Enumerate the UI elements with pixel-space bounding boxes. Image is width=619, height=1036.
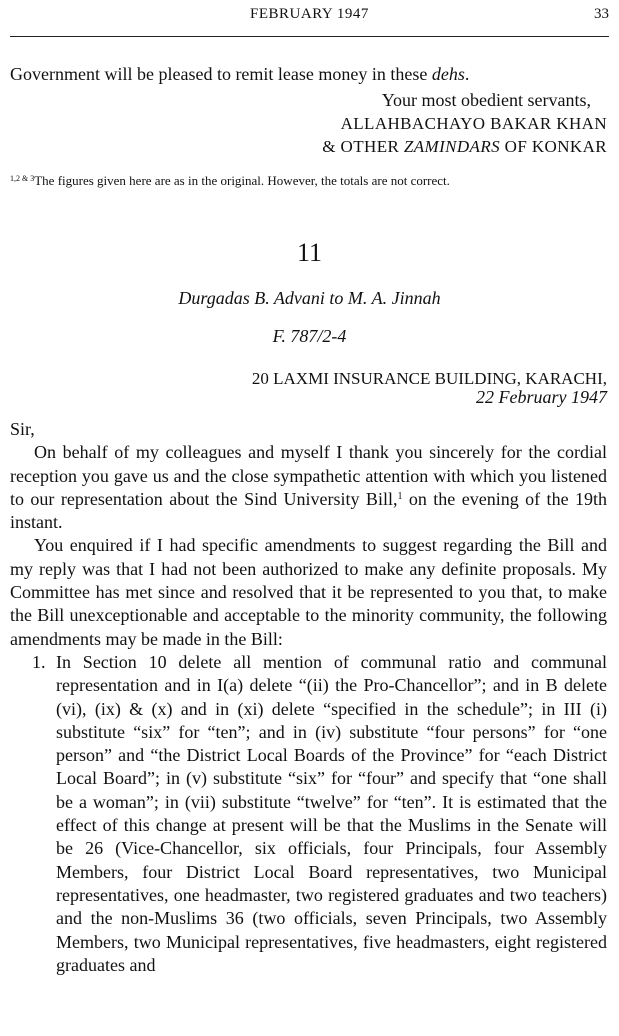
letter-body <box>10 418 607 977</box>
signatory-1: ALLAHBACHAYO BAKAR KHAN <box>340 114 607 133</box>
footnote: $^{1,2 \& 3}$The figures given here are as in the original. However, the totals are not correct. <box>10 173 450 188</box>
running-title: FEBRUARY 1947 <box>250 6 369 22</box>
signatory-2: & OTHER ZAMINDARS OF KONKAR <box>322 137 607 156</box>
page-number: 33 <box>594 6 609 22</box>
letter-final-line: Government will be pleased to remit lease money in these dehs. <box>10 64 470 84</box>
list-number: 1. <box>32 651 46 672</box>
paragraph-1: On behalf of my colleagues and myself I thank you sincerely for the cordial reception you gave us and the close sympathetic attention with which you listened to our representation about the Sind University Bill,$^1$ on the evening of the 19th instant. <box>10 442 607 533</box>
paragraph-2: You enquired if I had specific amendments to suggest regarding the Bill and my reply was that I had not been authorized to make any definite proposals. My Committee has met since and resolved that it be represented to you that, to make the Bill unexceptionable and acceptable to the minority community, the following amendments may be made in the Bill: <box>10 535 607 649</box>
salutation: Sir, <box>10 419 35 439</box>
header-rule <box>10 36 609 37</box>
running-header <box>10 6 609 32</box>
document-number: 11 <box>296 238 323 267</box>
document-title: Durgadas B. Advani to M. A. Jinnah <box>178 288 441 308</box>
letter-date: 22 February 1947 <box>476 387 607 407</box>
footnote-ref: 1 <box>397 490 403 502</box>
closing-line: Your most obedient servants, <box>381 90 591 110</box>
sender-address: 20 LAXMI INSURANCE BUILDING, KARACHI, <box>251 369 607 388</box>
list-item-1 <box>10 651 607 977</box>
list-item-text: In Section 10 delete all mention of communal ratio and communal representation and in I(a) delete “(ii) the Pro-Chancellor”; and in B delete (vi), (ix) & (x) and in (xi) delete “specified in the schedule”; in III (i) substitute “six” for “ten”; and in (iv) substitute “four persons” for “one person” and “the District Local Boards of the Province” for “each District Local Board”; in (v) substitute “six” for “four” and specify that “one shall be a woman”; in (vii) substitute “twelve” for “ten”. It is estimated that the effect of this change at present will be that the Muslims in the Senate will be 26 (Vice-Chancellor, six officials, four Principals, four Assembly Members, four District Local Board representatives, two Municipal representatives, one headmaster, two registered graduates and two teachers) and the non-Muslims 36 (two officials, seven Principals, two Assembly Members, two Municipal representatives, five headmasters, eight registered graduates and <box>56 651 607 975</box>
file-reference: F. 787/2-4 <box>272 326 347 346</box>
